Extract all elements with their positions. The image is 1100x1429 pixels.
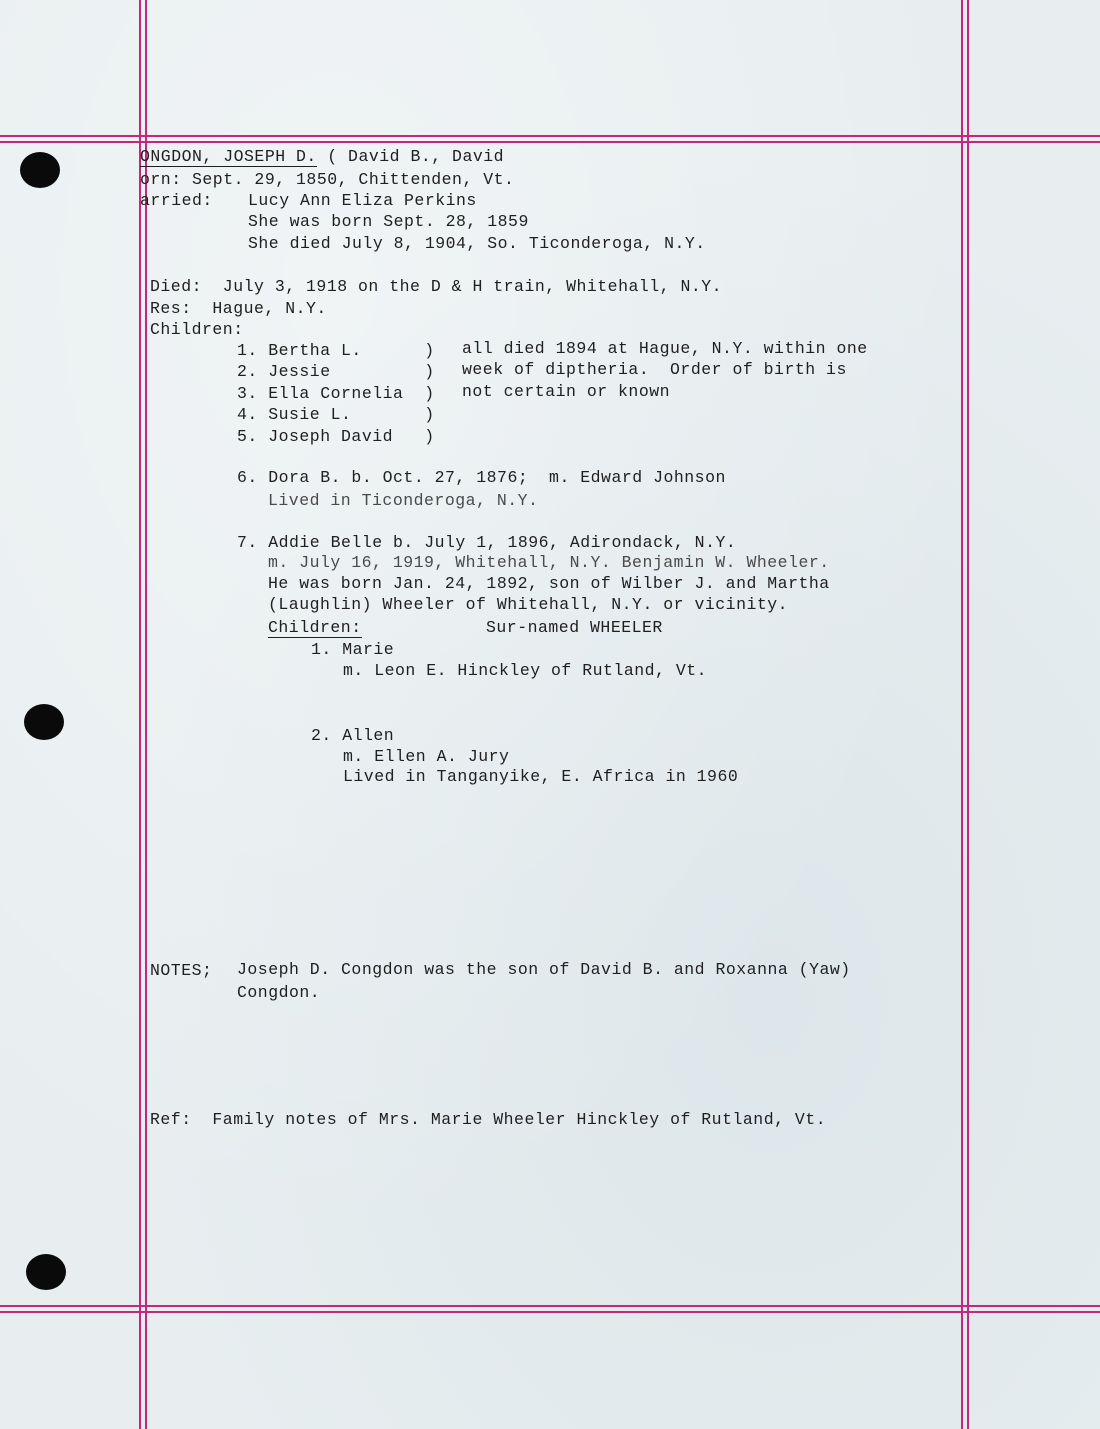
notes-line1: Joseph D. Congdon was the son of David B. and Roxanna (Yaw) [237,960,851,979]
record-heading [140,147,504,167]
grandchild-2-name: 2. Allen [311,726,395,745]
child7-line4: (Laughlin) Wheeler of Whitehall, N.Y. or vicinity. [268,595,789,614]
child7-line2: m. July 16, 1919, Whitehall, N.Y. Benjamin W. Wheeler. [268,553,830,572]
child6-line1: 6. Dora B. b. Oct. 27, 1876; m. Edward Johnson [237,468,726,487]
right-margin-line-inner [967,0,969,1429]
children-note-line: not certain or known [462,382,671,401]
child7-line1: 7. Addie Belle b. July 1, 1896, Adirondack, N.Y. [237,533,737,552]
surname-note: Sur-named WHEELER [486,618,663,637]
bottom-margin-line [0,1305,1100,1307]
right-margin-line [961,0,963,1429]
left-margin-line-inner [145,0,147,1429]
child-item: 5. Joseph David ) [237,427,435,446]
spouse-born: She was born Sept. 28, 1859 [248,212,529,231]
spouse-died: She died July 8, 1904, So. Ticonderoga, N.Y. [248,234,706,253]
born-line: orn: Sept. 29, 1850, Chittenden, Vt. [140,170,515,189]
child7-children-label [268,618,362,638]
punch-hole-bottom [26,1254,66,1290]
child-item: 1. Bertha L. ) [237,341,435,360]
child6-line2: Lived in Ticonderoga, N.Y. [268,491,539,510]
children-label: Children: [150,320,244,339]
children-note-line: week of diptheria. Order of birth is [462,360,847,379]
left-margin-line [139,0,141,1429]
reference-line: Ref: Family notes of Mrs. Marie Wheeler Hinckley of Rutland, Vt. [150,1110,827,1129]
punch-hole-top [20,152,60,188]
grandchild-1-name: 1. Marie [311,640,395,659]
punch-hole-middle [24,704,64,740]
top-margin-line [0,135,1100,137]
grandchild-2-residence: Lived in Tanganyike, E. Africa in 1960 [343,767,739,786]
top-margin-line-inner [0,141,1100,143]
bottom-margin-line-inner [0,1311,1100,1313]
child-item: 4. Susie L. ) [237,405,435,424]
child7-line3: He was born Jan. 24, 1892, son of Wilber J. and Martha [268,574,830,593]
notes-label: NOTES; [150,961,213,980]
child-item: 3. Ella Cornelia ) [237,384,435,403]
died-line: Died: July 3, 1918 on the D & H train, Whitehall, N.Y. [150,277,723,296]
grandchild-2-marriage: m. Ellen A. Jury [343,747,510,766]
record-name: ONGDON, JOSEPH D. [140,147,317,166]
child-item: 2. Jessie ) [237,362,435,381]
children-note-line: all died 1894 at Hague, N.Y. within one [462,339,868,358]
notes-line2: Congdon. [237,983,321,1002]
child7-children-label-text: Children: [268,618,362,637]
record-lineage: ( David B., David [327,147,505,166]
residence-line: Res: Hague, N.Y. [150,299,327,318]
spouse-name: Lucy Ann Eliza Perkins [248,191,477,210]
married-label: arried: [140,191,213,210]
grandchild-1-marriage: m. Leon E. Hinckley of Rutland, Vt. [343,661,708,680]
